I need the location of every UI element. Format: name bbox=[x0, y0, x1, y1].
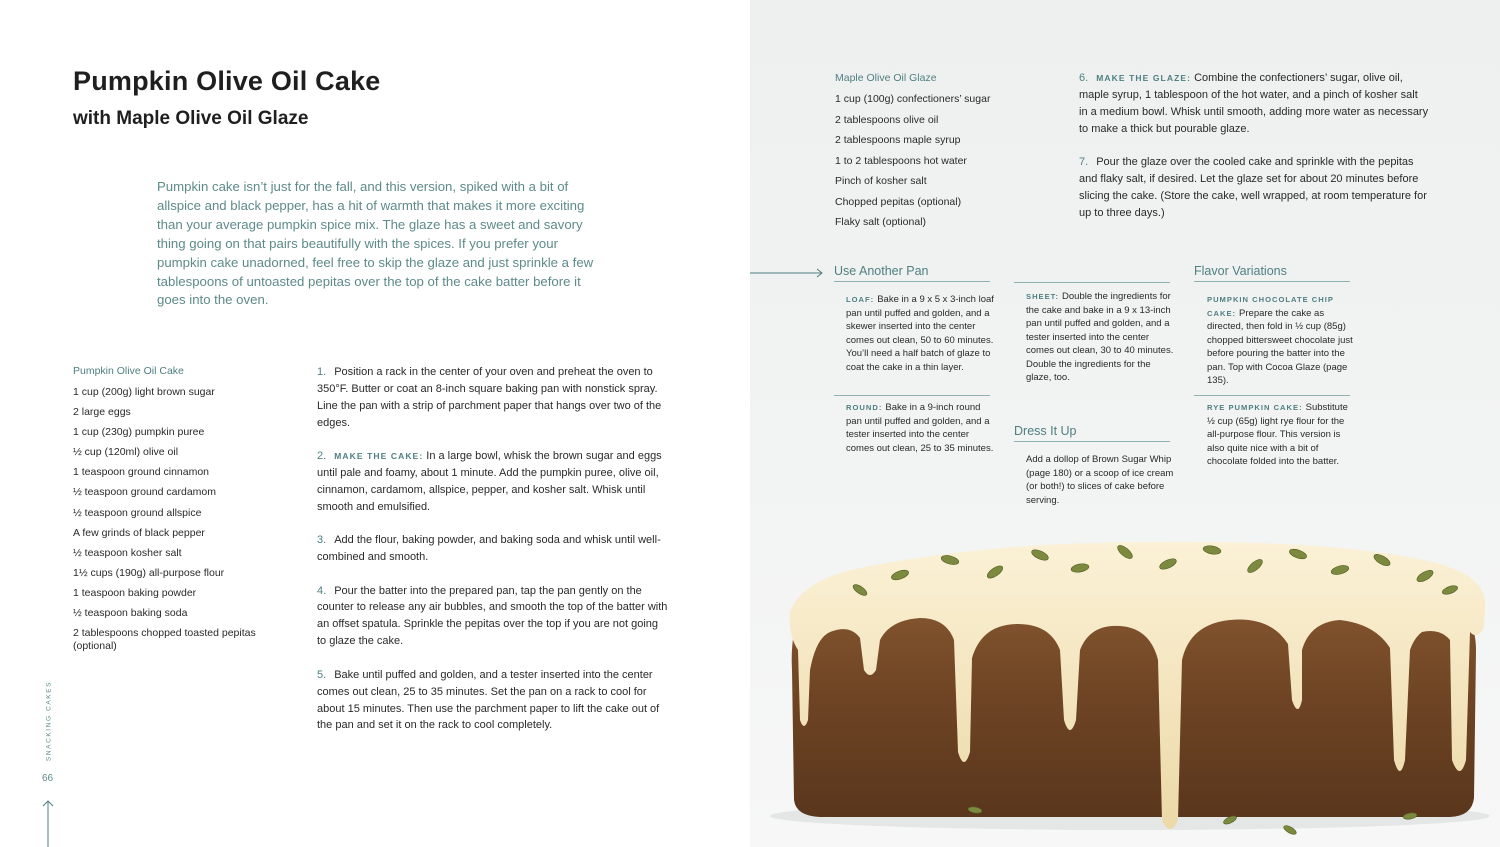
method-step bbox=[317, 532, 669, 566]
ingredient-item: ½ teaspoon kosher salt bbox=[73, 546, 182, 559]
ingredient-item: 2 tablespoons olive oil bbox=[835, 113, 939, 126]
ingredient-item: Flaky salt (optional) bbox=[835, 216, 927, 228]
divider bbox=[834, 395, 990, 396]
loaf-pan-note bbox=[846, 293, 996, 374]
right-arrow-icon bbox=[750, 267, 826, 279]
cake-ingredients-title: Pumpkin Olive Oil Cake bbox=[73, 365, 184, 377]
note-text: Bake in a 9-inch round pan until puffed and golden, and a tester inserted into the center comes out clean, 25 to 35 minutes. bbox=[846, 402, 994, 454]
ingredient-item: 1 teaspoon baking powder bbox=[73, 586, 197, 599]
cake-method bbox=[317, 364, 669, 751]
step-number: 5. bbox=[317, 668, 327, 681]
ingredient-item: A few grinds of black pepper bbox=[73, 526, 205, 539]
recipe-subtitle: with Maple Olive Oil Glaze bbox=[73, 108, 309, 129]
step-text: Add the flour, baking powder, and baking soda and whisk until well-combined and smooth. bbox=[317, 534, 661, 564]
chocolate-chip-variation bbox=[1207, 293, 1357, 388]
ingredient-item: ½ teaspoon ground allspice bbox=[73, 506, 202, 519]
round-pan-note bbox=[846, 401, 996, 455]
note-lead: PUMPKIN CHOCOLATE CHIP CAKE: bbox=[1207, 295, 1334, 318]
ingredient-item: 1 cup (230g) pumpkin puree bbox=[73, 426, 205, 439]
ingredient-item: 2 tablespoons maple syrup bbox=[835, 134, 961, 146]
step-number: 6. bbox=[1079, 72, 1089, 84]
step-lead: MAKE THE CAKE: bbox=[334, 451, 424, 462]
step-number: 2. bbox=[317, 450, 327, 463]
glaze-ingredients bbox=[835, 72, 1035, 237]
ingredient-item: 2 large eggs bbox=[73, 406, 131, 419]
method-step bbox=[1079, 70, 1429, 138]
glaze-ingredients-title: Maple Olive Oil Glaze bbox=[835, 72, 937, 84]
ingredient-item: 1 cup (100g) confectioners’ sugar bbox=[835, 93, 991, 105]
ingredient-item: ½ teaspoon baking soda bbox=[73, 607, 188, 620]
ingredient-item: 1 teaspoon ground cinnamon bbox=[73, 466, 210, 479]
cake-ingredient-list bbox=[73, 386, 288, 653]
glaze-ingredient-list bbox=[835, 93, 1035, 229]
up-arrow-icon bbox=[40, 798, 56, 847]
ingredient-item: ½ teaspoon ground cardamom bbox=[73, 486, 217, 499]
divider bbox=[1014, 282, 1170, 283]
dress-it-up-heading: Dress It Up bbox=[1014, 424, 1170, 442]
step-lead: MAKE THE GLAZE: bbox=[1096, 73, 1192, 83]
note-text: Substitute ½ cup (65g) light rye flour for the all-purpose flour. This version is also quite nice with a bit of chocolate folded into the batter. bbox=[1207, 402, 1348, 467]
step-text: Pour the batter into the prepared pan, tap the pan gently on the counter to release any air bubbles, and smooth the top of the batter with an offset spatula. Sprinkle the pepitas over the top if you are not going to glaze the cake. bbox=[317, 584, 668, 648]
flavor-variations-heading: Flavor Variations bbox=[1194, 264, 1350, 282]
use-another-pan-heading: Use Another Pan bbox=[834, 264, 990, 282]
ingredient-item: 1 to 2 tablespoons hot water bbox=[835, 154, 967, 167]
sheet-pan-note bbox=[1026, 290, 1176, 385]
ingredient-item: 1 cup (200g) light brown sugar bbox=[73, 386, 215, 398]
step-number: 7. bbox=[1079, 156, 1089, 169]
step-number: 3. bbox=[317, 534, 327, 547]
step-text: Bake until puffed and golden, and a tester inserted into the center comes out clean, 25 to 35 minutes. Set the pan on a rack to cool for about 15 minutes. Then use the parchment paper to lift the cake out of the pan and set it on the rack to cool completely. bbox=[317, 668, 660, 732]
ingredient-item: Chopped pepitas (optional) bbox=[835, 195, 962, 208]
dress-it-up-text: Add a dollop of Brown Sugar Whip (page 180) or a scoop of ice cream (or both!) to slices of cake before serving. bbox=[1026, 454, 1174, 506]
note-lead: LOAF: bbox=[846, 295, 875, 304]
note-lead: SHEET: bbox=[1026, 292, 1060, 301]
method-step bbox=[1079, 154, 1429, 222]
page-number: 66 bbox=[42, 773, 54, 784]
note-lead: RYE PUMPKIN CAKE: bbox=[1207, 403, 1303, 412]
chapter-label-text: SNACKING CAKES bbox=[45, 680, 53, 762]
glazed-pumpkin-cake-photo bbox=[750, 520, 1500, 847]
recipe-title: Pumpkin Olive Oil Cake bbox=[73, 66, 381, 96]
divider bbox=[1194, 395, 1350, 396]
right-page bbox=[750, 0, 1500, 847]
cake-ingredients bbox=[73, 365, 288, 660]
chapter-label bbox=[41, 680, 57, 762]
method-step bbox=[317, 448, 669, 516]
note-text: Double the ingredients for the cake and bake in a 9 x 13-inch pan until puffed and golden, and a tester inserted into the center comes out clean, 30 to 40 minutes. Double the ingredients for the glaze, too. bbox=[1026, 291, 1174, 383]
step-number: 4. bbox=[317, 584, 327, 597]
note-text: Prepare the cake as directed, then fold in ½ cup (85g) chopped bittersweet chocolate just before pouring the batter into the pan. Top with Cocoa Glaze (page 135). bbox=[1207, 307, 1353, 386]
note-lead: ROUND: bbox=[846, 403, 883, 412]
ingredient-item: Pinch of kosher salt bbox=[835, 175, 927, 187]
note-text: Bake in a 9 x 5 x 3-inch loaf pan until puffed and golden, and a skewer inserted into the center comes out clean, 50 to 60 minutes. You’ll need a half batch of glaze to coat the cake in a thin layer. bbox=[846, 294, 994, 373]
ingredient-item: 1½ cups (190g) all-purpose flour bbox=[73, 566, 225, 579]
method-step bbox=[317, 583, 669, 651]
step-text: In a large bowl, whisk the brown sugar and eggs until pale and foamy, about 1 minute. Add the pumpkin puree, olive oil, cinnamon, cardamom, allspice, pepper, and kosher salt. Whisk until smooth and emulsified. bbox=[317, 450, 662, 513]
ingredient-item: ½ cup (120ml) olive oil bbox=[73, 446, 179, 459]
recipe-intro: Pumpkin cake isn’t just for the fall, and this version, spiked with a bit of allspice and black pepper, has a hit of warmth that makes it more exciting than your average pumpkin spice mix. The glaze has a sweet and savory thing going on that pairs beautifully with the spices. If you prefer your pumpkin cake unadorned, feel free to skip the glaze and just sprinkle a few tablespoons of untoasted pepitas over the top of the cake batter before it goes into the oven. bbox=[157, 179, 594, 308]
method-step bbox=[317, 667, 669, 735]
step-number: 1. bbox=[317, 366, 327, 378]
step-text: Combine the confectioners’ sugar, olive oil, maple syrup, 1 tablespoon of the hot water, and a pinch of kosher salt in a medium bowl. Whisk until smooth, adding more water as necessary to make a thick but pourable glaze. bbox=[1079, 72, 1429, 135]
step-text: Pour the glaze over the cooled cake and sprinkle with the pepitas and flaky salt, if desired. Let the glaze set for about 20 minutes before slicing the cake. (Store the cake, well wrapped, at room temperature for up to three days.) bbox=[1079, 156, 1427, 219]
glaze-method bbox=[1079, 70, 1429, 238]
rye-variation bbox=[1207, 401, 1357, 469]
method-step bbox=[317, 364, 669, 432]
ingredient-item: 2 tablespoons chopped toasted pepitas (optional) bbox=[73, 627, 256, 653]
step-text: Position a rack in the center of your oven and preheat the oven to 350°F. Butter or coat an 8-inch square baking pan with nonstick spray. Line the pan with a strip of parchment paper that hangs over two of the edges. bbox=[317, 366, 662, 429]
